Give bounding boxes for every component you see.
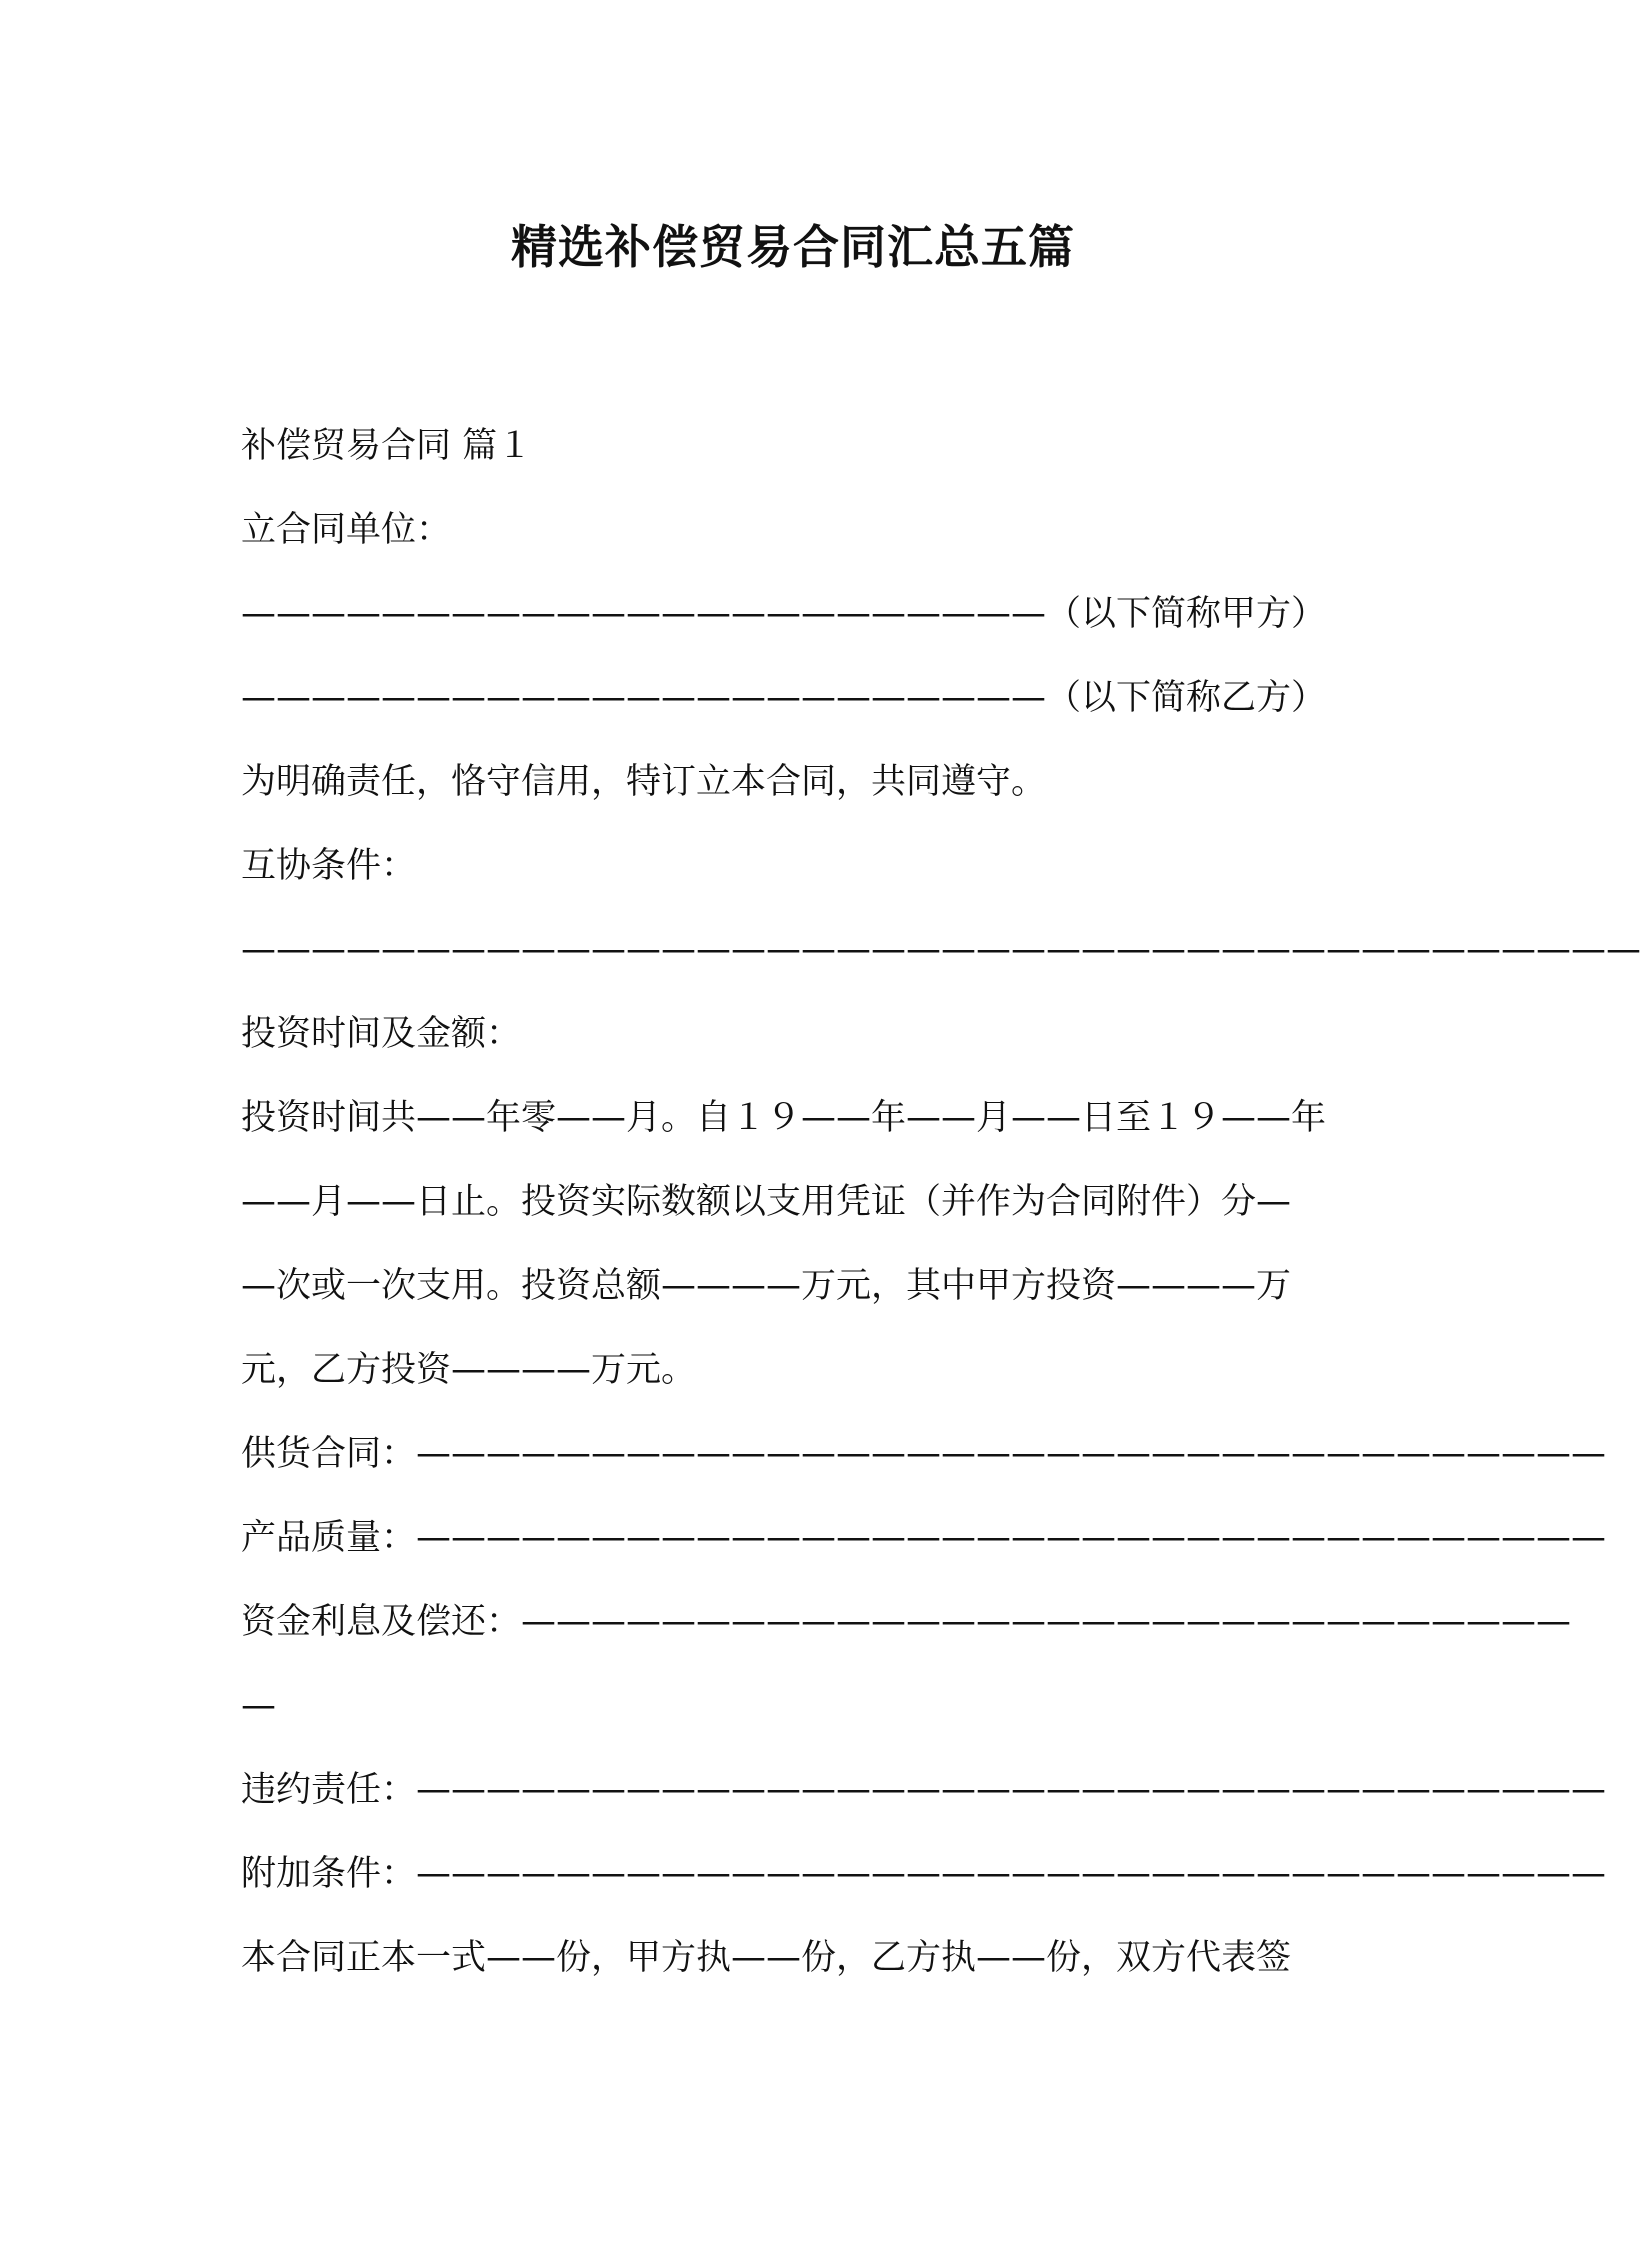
additional-terms-row	[241, 1832, 1607, 1916]
purpose-statement: 为明确责任，恪守信用，特订立本合同，共同遵守。	[241, 762, 1047, 802]
investment-label: 投资时间及金额：	[241, 1014, 522, 1054]
investment-paragraph-line-1: 投资时间共——年零——月。自１９——年——月——日至１９——年	[241, 1098, 1327, 1138]
interest-repayment-blank-continued: —	[241, 1686, 276, 1726]
document-body	[241, 404, 1641, 2000]
mutual-conditions-blank: ————————————————————————————————————————	[241, 930, 1641, 970]
additional-terms-label: 附加条件：	[241, 1854, 417, 1894]
product-quality-blank: ——————————————————————————————————	[416, 1518, 1607, 1558]
copies-statement: 本合同正本一式——份，甲方执——份，乙方执——份，双方代表签	[241, 1938, 1292, 1978]
investment-paragraph-line-2: ——月——日止。投资实际数额以支用凭证（并作为合同附件）分—	[241, 1182, 1292, 1222]
party-a-line: ———————————————————————（以下简称甲方）	[241, 594, 1327, 634]
investment-paragraph-line-4: 元，乙方投资————万元。	[241, 1350, 697, 1390]
section-heading: 补偿贸易合同 篇１	[241, 426, 533, 466]
breach-liability-blank: ——————————————————————————————————	[416, 1770, 1607, 1810]
breach-liability-label: 违约责任：	[241, 1770, 417, 1810]
party-b-line: ———————————————————————（以下简称乙方）	[241, 678, 1327, 718]
supply-contract-row	[241, 1412, 1607, 1496]
supply-contract-label: 供货合同：	[241, 1434, 417, 1474]
interest-repayment-label: 资金利息及偿还：	[241, 1602, 522, 1642]
mutual-conditions-label: 互协条件：	[241, 846, 417, 886]
parties-label: 立合同单位：	[241, 510, 452, 550]
supply-contract-blank: ——————————————————————————————————	[416, 1434, 1607, 1474]
additional-terms-blank: ——————————————————————————————————	[416, 1854, 1607, 1894]
product-quality-row	[241, 1496, 1607, 1580]
interest-repayment-row	[241, 1580, 1572, 1664]
investment-paragraph-line-3: —次或一次支用。投资总额————万元，其中甲方投资————万	[241, 1266, 1292, 1306]
document-title: 精选补偿贸易合同汇总五篇	[511, 220, 1075, 274]
breach-liability-row	[241, 1748, 1607, 1832]
product-quality-label: 产品质量：	[241, 1518, 417, 1558]
interest-repayment-blank: ——————————————————————————————	[521, 1602, 1572, 1642]
